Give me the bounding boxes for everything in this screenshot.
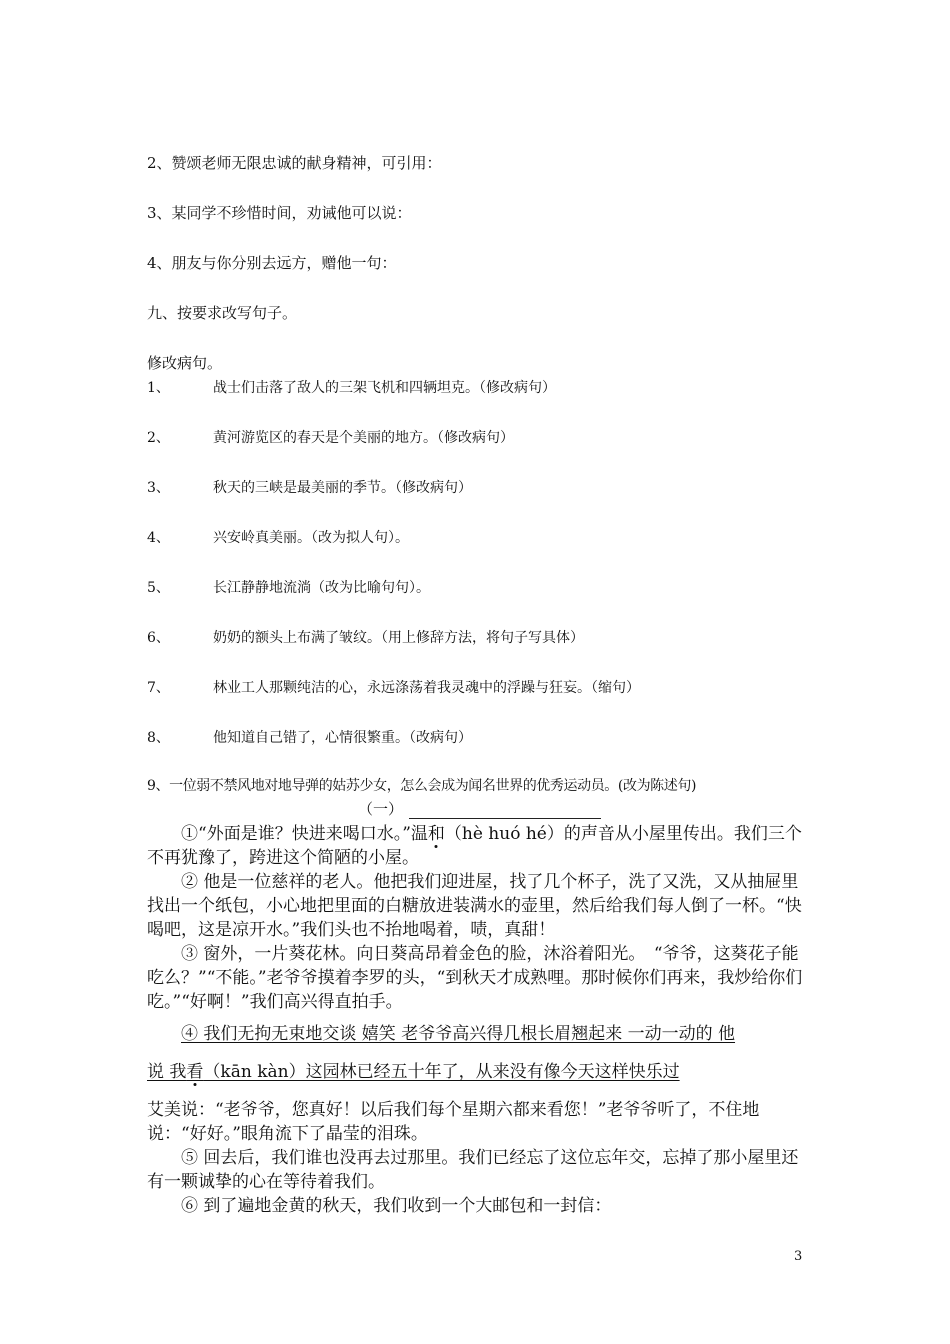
item-text: 林业工人那颗纯洁的心，永远涤荡着我灵魂中的浮躁与狂妄。（缩句） (213, 680, 640, 696)
paragraph-2: ② 他是一位慈祥的老人。他把我们迎进屋，找了几个杯子，洗了又洗，又从抽屉里找出一个纸包，小心地把里面的白糖放进装满水的壶里，然后给我们每人倒了一杯。“快喝吧，这是凉开水。”我们头也不抬地喝着，啧，真甜！ (147, 872, 802, 940)
item-number: 2、 (147, 430, 170, 446)
paragraph-4-rest: 艾美说：“老爷爷，您真好！以后我们每个星期六都来看您！”老爷爷听了，不住地说：“好好。”眼角流下了晶莹的泪珠。 (147, 1100, 760, 1144)
item-text: 长江静静地流淌（改为比喻句句）。 (213, 580, 430, 596)
paragraph-3: ③ 窗外，一片葵花林。向日葵高昂着金色的脸，沐浴着阳光。 “爷爷，这葵花子能吃么？”“不能。”老爷爷摸着李罗的头，“到秋天才成熟哩。那时候你们再来，我炒给你们吃。”“好啊！”我们高兴得直拍手。 (147, 944, 803, 1012)
item-text: 他知道自己错了，心情很繁重。（改病句） (213, 730, 472, 746)
quote-prompt-4: 4、朋友与你分别去远方，赠他一句： (147, 254, 397, 272)
item-text: 奶奶的额头上布满了皱纹。（用上修辞方法，将句子写具体） (213, 630, 584, 646)
item-text: 兴安岭真美丽。（改为拟人句）。 (213, 530, 409, 546)
item-number: 5、 (147, 580, 170, 596)
quote-prompt-2: 2、赞颂老师无限忠诚的献身精神，可引用： (147, 154, 442, 172)
page-number: 3 (794, 1249, 803, 1264)
section-subheading: 修改病句。 (147, 354, 223, 372)
item-text: 战士们击落了敌人的三架飞机和四辆坦克。（修改病句） (213, 380, 556, 396)
quote-prompt-3: 3、某同学不珍惜时间，劝诫他可以说： (147, 204, 412, 222)
item-number: 6、 (147, 630, 170, 646)
item-text: 秋天的三峡是最美丽的季节。（修改病句） (213, 480, 472, 496)
paragraph-1: ①“外面是谁？快进来喝口水。”温和（hè huó hé）的声音从小屋里传出。我们三个不再犹豫了，跨进这个简陋的小屋。 (147, 824, 802, 868)
dotted-char: 和 (427, 824, 445, 844)
paragraph-4-line-1: ④ 我们无拘无束地交谈 嬉笑 老爷爷高兴得几根长眉翘起来 一动一动的 他 (181, 1024, 736, 1044)
item-number: 8、 (147, 730, 170, 746)
reading-title-row (358, 798, 601, 819)
item-number: 1、 (147, 380, 170, 396)
reading-label: （一） (358, 800, 404, 818)
dotted-char: 看 (186, 1062, 204, 1082)
item-number: 4、 (147, 530, 170, 546)
item-text: 黄河游览区的春天是个美丽的地方。（修改病句） (213, 430, 514, 446)
title-blank (409, 804, 601, 819)
item-number: 7、 (147, 680, 170, 696)
paragraph-5: ⑤ 回去后，我们谁也没再去过那里。我们已经忘了这位忘年交，忘掉了那小屋里还有一颗诚挚的心在等待着我们。 (147, 1148, 799, 1192)
item-number: 3、 (147, 480, 170, 496)
item-9: 9、一位弱不禁风地对地导弹的姑苏少女，怎么会成为闻名世界的优秀运动员。(改为陈述句) (147, 778, 697, 794)
paragraph-4-line-2: 说 我看（kān kàn）这园林已经五十年了，从来没有像今天这样快乐过 (147, 1062, 680, 1082)
paragraph-6: ⑥ 到了遍地金黄的秋天，我们收到一个大邮包和一封信： (181, 1196, 612, 1216)
section-heading: 九、按要求改写句子。 (147, 304, 298, 322)
